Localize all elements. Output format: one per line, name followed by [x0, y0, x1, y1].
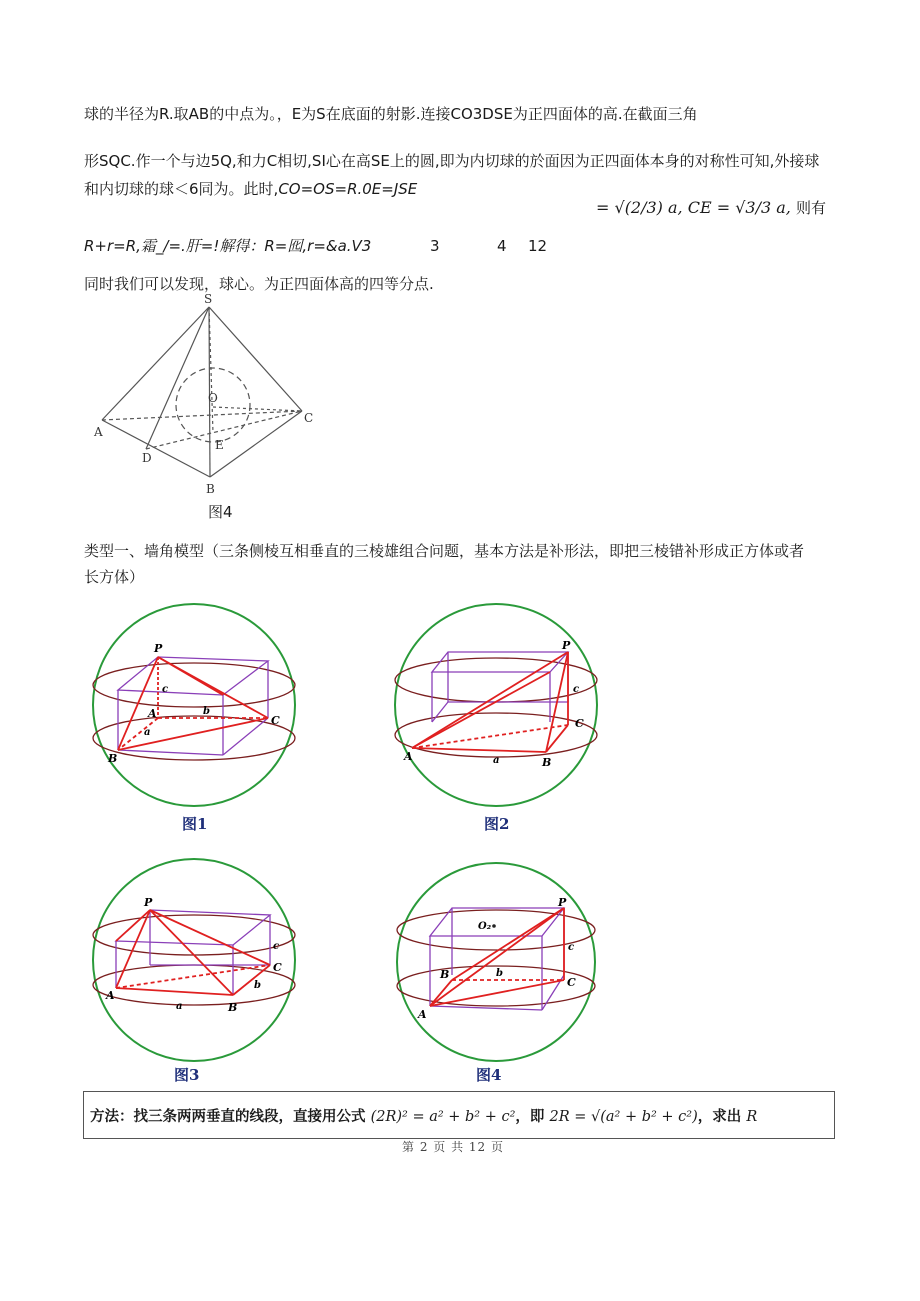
fig1-label-edge-c: c: [162, 684, 169, 695]
tetra-label-a: A: [94, 425, 103, 439]
method-text: [90, 1105, 757, 1126]
fig4-label-o2: O₂: [478, 921, 492, 932]
sphere-caption-3: 图3: [174, 1066, 200, 1084]
sphere-caption-2: 图2: [484, 815, 510, 833]
fig3-label-c: C: [273, 961, 282, 974]
fig2-label-b: B: [542, 756, 552, 769]
fig2-label-edge-a: a: [493, 755, 500, 766]
text-line-1: 球的半径为R.取AB的中点为。，E为S在底面的射影.连接CO3DSE为正四面体的高.在截面三角: [84, 105, 698, 123]
type-line-1: 类型一、墙角模型（三条侧棱互相垂直的三棱雄组合问题，基本方法是补形法，即把三棱错补形成正方体或者: [84, 542, 805, 560]
method-suffix: ，求出: [697, 1108, 742, 1125]
sphere-figure-4: [392, 858, 604, 1064]
fig4-label-p: P: [558, 896, 567, 909]
formula-right-math: = √(2/3) a, CE = √3/3 a,: [596, 198, 791, 217]
method-box: [83, 1091, 835, 1139]
page-footer: 第 2 页 共 12 页: [402, 1140, 504, 1154]
fig3-label-p: P: [144, 896, 153, 909]
fig4-label-c: C: [567, 976, 576, 989]
fig2-label-c: C: [575, 717, 584, 730]
text-line-3-cn: 和内切球的球＜6同为。此时,: [84, 180, 279, 198]
sphere-figure-1: [88, 600, 300, 812]
fig2-label-p: P: [562, 639, 571, 652]
text-line-5: 同时我们可以发现，球心。为正四面体高的四等分点.: [84, 275, 434, 293]
method-var: R: [746, 1109, 758, 1125]
tetra-caption: 图4: [208, 503, 233, 521]
method-formula-2: 2R = √(a² + b² + c²): [549, 1109, 698, 1125]
tetra-label-o: O: [208, 391, 218, 405]
fig1-label-p: P: [154, 642, 163, 655]
fig2-label-a: A: [404, 750, 413, 763]
tetrahedron-figure: [90, 290, 330, 500]
fig4-label-b: B: [440, 968, 450, 981]
fig1-label-c: C: [271, 714, 280, 727]
method-formula-1: (2R)² = a² + b² + c²: [370, 1109, 516, 1125]
text-line-2: 形SQC.作一个与边5Q,和力C相切,SI心在高SE上的圆,即为内切球的於面因为正四面体本身的对称性可知,外接球: [84, 152, 820, 170]
text-line-4-n2: 4: [497, 237, 507, 255]
tetra-label-d: D: [142, 451, 152, 465]
fig1-label-b: B: [108, 752, 118, 765]
fig3-label-edge-b: b: [254, 980, 261, 991]
type-line-2: 长方体）: [84, 568, 145, 586]
tetra-label-e: E: [215, 438, 224, 452]
fig3-label-edge-c: c: [273, 941, 280, 952]
fig4-label-edge-b: b: [496, 968, 503, 979]
fig4-label-edge-c: c: [568, 942, 575, 953]
text-line-4: R+r=R,霜_/=.肝=!解得：R=囮,r=&a.V3: [84, 237, 372, 255]
text-line-4-n3: 12: [528, 237, 548, 255]
fig1-label-edge-b: b: [203, 706, 210, 717]
method-prefix: 方法：找三条两两垂直的线段，直接用公式: [90, 1108, 366, 1125]
fig4-label-a: A: [418, 1008, 427, 1021]
sphere-caption-1: 图1: [182, 815, 208, 833]
tetra-label-s: S: [204, 292, 213, 306]
fig3-label-edge-a: a: [176, 1001, 183, 1012]
formula-right-then: 则有: [795, 199, 826, 217]
tetra-label-c: C: [304, 411, 314, 425]
fig3-label-b: B: [228, 1001, 238, 1014]
sphere-figure-3: [88, 855, 300, 1067]
fig2-label-edge-c: c: [573, 684, 580, 695]
sphere-figure-2: [390, 600, 602, 812]
sphere-caption-4: 图4: [476, 1066, 502, 1084]
fig1-label-a: A: [148, 707, 157, 720]
fig3-label-a: A: [106, 989, 115, 1002]
formula-right: [596, 198, 826, 218]
text-line-3-math: CO=OS=R.0E=JSE: [278, 180, 418, 198]
tetra-label-b: B: [206, 482, 215, 496]
method-middle: ，即: [515, 1108, 545, 1125]
fig1-label-edge-a: a: [144, 727, 151, 738]
text-line-4-n1: 3: [430, 237, 440, 255]
text-line-3: [84, 179, 417, 199]
